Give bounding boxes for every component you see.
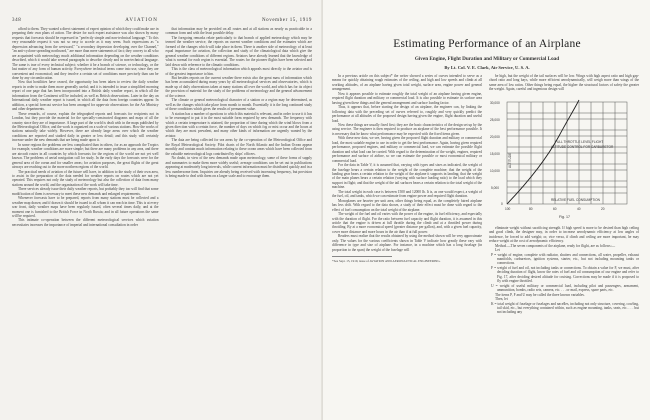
paragraph: The climate or general meteorological character of a station or a region may be determined, as well as the changes which take place from month to month. Essentially it is the long continued study of these conditions which gives the results of permanent value.	[165, 98, 312, 112]
footnote: *See Sept. 15, 1919, issue of AVIATION AND AERONAUTICAL ENGINEERING.	[332, 259, 441, 264]
chart-svg	[489, 96, 639, 224]
left-column-2	[166, 27, 313, 227]
paragraph: The total weight in each case is between 1500 and 12000 lb. It is, as one would expect, a weight of the fuel, oil, and tanks, which we can estimate from engine power and required flight duration.	[332, 189, 482, 199]
left-columns	[12, 27, 312, 227]
svg-text:20,000: 20,000	[490, 134, 500, 139]
paragraph: Method.—The seven components of the airplane, ready for flight, are as follows:—	[495, 243, 616, 248]
paragraph: The foregoing remarks relate particularly to that branch of applied meteorology which may be termed the weather service, the reports on current weather conditions and the estimates which are formed of the changes which will take place in them. There is another side of meteorology of at least equal importance for aviation, the collection and study of the climatological data which give the general weather conditions of different regions. Aviators have already learned that the knowledge of what is normal for each region is essential. The routes for the pioneer flights have been selected and laid down with reference to the climatic conditions.	[165, 35, 312, 67]
paragraph: Readers must realize that the results obtained by using the method shown will be very approximate only. The values for the various coefficients shown in Table V indicate how greatly these vary with difference in type and size of airplane. For instance, in a machine which has a long fuselage (in proportion to the span) the weight of the fuselage will	[332, 234, 482, 252]
paragraph: The items P, F and U may be called the three known variables.	[495, 292, 585, 297]
svg-text:100: 100	[505, 206, 511, 211]
paragraph: eliminate weight without sacrificing strength. If high speed is more to be desired than high ceiling and good climb, the designer may, in order to increase aerodynamic efficiency at low angles of incidence, be forced to add weight; or, vice versa, if climb and ceiling are more important, he may reduce weight at the cost of aerodynamic efficiency.	[489, 225, 639, 244]
definition-u: U = weight of useful military or commercial load, including pilot and passengers, armament, ammunition, bombs, radio sets, camera, etc. . . . or mail, express, spare parts, etc.	[491, 283, 639, 293]
paragraph: With these new data, we see, having given the proposed flight duration and military or commercial load, the most suitable engine to use in order to get the best performance. Again, having given required performance, proposed engines, and military or commercial load, we can estimate the possible flight duration and what load can be carried. With regard to the determination of the weight, engines, required performance and surface of airline, so we can estimate the possible or most economical military or commercial load.	[332, 136, 482, 163]
svg-text:25,000: 25,000	[490, 117, 500, 122]
running-title: AVIATION	[125, 18, 159, 23]
figure-17-chart	[489, 96, 639, 226]
paragraph: Whenever forecasts have to be prepared, reports from many stations must be collected and a weather map drawn; and if drawn it should be issued to all whom it can reach in time. This is at every war front, daily weather maps have been regularly issued, often several times daily, and at the moment one is furnished to the British Force in North Russia; and in all future operations the same will be required.	[12, 196, 159, 219]
paragraph: that information may be provided on all routes and at all stations as nearly as practicable in a common form and with the least possible delay.	[165, 27, 312, 36]
svg-text:0: 0	[501, 201, 503, 206]
paragraph: The data are being collected for sea areas by the co-operation of the Meteorological Office and the Royal Meteorological Society. Pilot charts of the North Atlantic and the Indian Ocean appear monthly and contain much information relating to these ocean areas which have been collected from the valuable meteorological logs contributed by ships' officers.	[165, 138, 312, 156]
paragraph: The practical needs of aviation of the future will have, in addition to the study of their own area, to assist in the preparation of the data needed for weather reports on routes which are not yet operated. This requires not only the study of meteorology but also the collection of data from many stations around the world, and the organization of the work will take time.	[12, 169, 159, 187]
svg-text:20: 20	[601, 206, 605, 211]
paragraph: In a previous article on this subject* the writer showed a series of curves intended to serve as a means for quickly obtaining rough estimates of the ceiling, and high and low speeds and climb at all working altitudes, of an airplane having given total weight, surface area, engine power and general arrangement.	[332, 74, 482, 92]
paragraph: For the data in Table V, it is assumed that, varying with types and sizes as indicated, the weight of the fuselage bears a certain relation to the weight of the complete machine; that the weight of the landing gear bears a certain relation to the weight of the airplane it supports in landing; that the weight of the main planes bears a certain relation (varying with surface loading ratio) to the load which they support in flight; and that the weight of the tail surfaces bears a certain relation to the total weight of the machine.	[332, 163, 482, 190]
svg-text:ALTITUDE CONTROL FOR CARBURETO: ALTITUDE CONTROL FOR CARBURETOR	[551, 144, 614, 149]
svg-text:Fig. 17: Fig. 17	[559, 214, 570, 219]
paragraph: Now these things are usually fixed first; they are the basic characteristics of the design set up by the using service. The engineer is then required to produce an airplane of the best performance possible. It is necessary that he know what performance may be expected with the fixed items given.	[332, 122, 482, 136]
paragraph: Monoplanes are heavier per unit area, other things being equal, as the completely faired airplane has less drift. With regard to the data shown, a study of their effect must be done with regard to the effect of fuel consumption on the total weight of the airplane.	[332, 198, 482, 212]
paragraph: Now it appears possible to estimate roughly the total weight of an airplane having given engine, required flight duration and military or commercial load. It is also possible to estimate its surface area having given these things and the general arrangement and surface loading factor.	[332, 91, 482, 105]
svg-text:10,000: 10,000	[490, 168, 500, 173]
svg-text:5,000: 5,000	[491, 185, 499, 190]
svg-text:30,000: 30,000	[490, 100, 500, 105]
paragraph: There services already issue their daily weather reports, but probably they too will find that some modification of them is necessary to meet these new demands and enlarged requirements.	[12, 187, 159, 196]
right-column-1	[332, 74, 482, 315]
paragraph: This intimate co-operation between the different meteorological services which aviation necessitates increases the importance of imperial and international consultation in order	[12, 218, 159, 227]
definition-k: K = total weight of fuselage or fuselages and nacelles, including not only structure, covering, cowling, tail skid, etc., but everything contained within, such as engine mounting, tanks, seats, etc. . . . but not including any	[491, 301, 639, 315]
paragraph: No doubt, in view of the new demands made upon meteorology, some of these forms of supply and summaries to make them more widely useful; average conditions can be set out in publications appearing at moderately long intervals, while current information must be distributed quickly and in a less cumbersome form. Inquiries are already being received with increasing frequency, but provision is being made to deal with them on a larger scale and to encourage them.	[165, 156, 312, 178]
definition-p: P = weight of engine, complete with radiator, shutters and connections, all water, propeller, exhaust manifolds, carburetors, ignition systems, starter, etc., but not including mounting tanks or connections.	[491, 252, 639, 266]
article-byline: By Lt. Col. V. E. Clark, Air Service, U. S. A.	[444, 65, 530, 70]
paragraph: A station has a number of questions to which this material is relevant, and in order to use it it has to be rearranged to put it in the most suitable form required by new demands. The frequency with which a certain temperature is attained, the proportion of time during which the wind blows from a given direction with a certain force, the number of days on which fog or mist occur and the hours at which they are most prevalent, and many other kinds of information are urgently wanted by the aviator.	[165, 111, 312, 138]
issue-date: November 15, 1919	[261, 18, 312, 23]
article-title: Estimating Performance of an Airplane	[393, 38, 581, 50]
definition-f: F = weight of fuel and oil, not including tanks or connections. To obtain a value for F, we must, after deciding duration of flight, know the rates of fuel and oil consumption of our engine and refer to Fig. 17, after deciding desired altitude for cruising. Corrections may be made if it is proposed to fly with engine throttled.	[491, 265, 639, 284]
paragraph: In some regions the problems are less complicated than in others, for as an approach the Tropics for example, weather conditions are more simple; but there are many problems in any area, and there are aircraft routes in all countries by which forecasts for the regions of the world are not yet well known. The problems of aerial navigation call for study. In the early days the forecasts were for the general area of the ocean and for smaller areas; for aviation purposes, the great flights of the great airways are reaching out to the more northern regions of the world.	[12, 142, 159, 170]
paragraph: afford to them. They wanted a direct statement of expert opinion of which they could make use in preparing their own plans of action. The desire for such expert assistance was also shown by many requests that forecasts should be expressed in "perfectly simple and non-technical language." To this very reasonable request it was not so easy to accede as it may seem. Such expressions as "a depression advancing from the westward," "a secondary depression developing over the Channel," "an anti-cyclone spreading northward," are more than mere statements of fact; they convey to all who are acquainted with meteorology much additional information depending on the weather conditions described, which it would take several paragraphs to describe clearly and in non-technical language. The same is true of every technical subject; whether it be a branch of science, or technology, or the last matter of any form of human activity. Everywhere technical terms come into use, since they are convenient and economical; and they involve a certain set of conditions more precisely than can be done by any circumlocution.	[12, 27, 159, 80]
running-head-left	[12, 18, 312, 23]
svg-text:FULL THROTTLE LEVEL FLIGHT: FULL THROTTLE LEVEL FLIGHT	[555, 139, 604, 144]
paragraph: These remarks, of course, explain the telegraphed reports and forecasts for recipients not in London, but they provide the material for the specially-constructed diagrams and maps of all the country since they are of importance. A large part of the world is dealt with in the maps published by the Meteorological Office, and the work is organized on a scale of various stations. How the works of stations naturally take widely. However, there are already large areas over which the weather conditions are reported and studied daily in greater or less detail; and this study will certainly increase under the new demands that are being made upon it.	[12, 111, 159, 143]
page-number-left: 348	[12, 18, 22, 23]
paragraph: This is the class of meteorological information which appeals most directly to the aviator and is of the greatest importance to him.	[165, 67, 312, 76]
right-column-2	[489, 74, 639, 315]
left-page	[0, 0, 323, 420]
paragraph: Then, let	[495, 297, 508, 302]
svg-text:80: 80	[529, 206, 533, 211]
paragraph: Thus, it appears that, before starting the design of an airplane, the engineer can, by linking the following data with the preceding set of curves referred to, roughly and very quickly predict the performance at all altitudes of the proposed design having given the engine, flight duration and useful load.	[332, 105, 482, 123]
svg-text:60: 60	[553, 206, 557, 211]
right-page	[323, 0, 650, 420]
right-columns	[332, 74, 642, 315]
article-subtitle: Given Engine, Flight Duration and Military or Commercial Load	[414, 56, 560, 62]
paragraph: The weight of the fuel and oil varies with the power of the engine, its fuel efficiency, and especially with the duration of flight. For the ratio between fuel capacity and flight duration, it is assumed in this article that the engine is driven at full throttle during the climb and at a throttled power during throttling. By at a more economical speed (greater distance per gallon), and, with a given fuel capacity, cover more distance and more hours in the air than if at full power.	[332, 212, 482, 234]
svg-text:15,000: 15,000	[490, 151, 500, 156]
paragraph: be high, but the weight of the tail surfaces will be low. Wings with high aspect ratio and high gap-chord ratio and long bays, while more efficient aerodynamically, will weigh more than wings of the same area of low ratios. Other things being equal, the higher the structural factors of safety the greater the weight. Again, careful and ingenious design will	[489, 74, 639, 92]
paragraph: Let	[495, 248, 500, 253]
svg-text:40: 40	[577, 206, 581, 211]
paragraph: But besides reports on the current weather there exists also the great mass of information which has been accumulated during many years by all meteorological services and observatories, which is made up of daily observations taken at many stations all over the world, and which has for its object the provision of material for the study of the problems of meteorology and the general advancement of the science.	[165, 75, 312, 98]
svg-text:ALTITUDE: ALTITUDE	[508, 152, 512, 168]
svg-text:RELATIVE FUEL CONSUMPTION: RELATIVE FUEL CONSUMPTION	[551, 197, 600, 202]
paragraph: Now that hostilities have ceased, the opportunity has been taken to review the daily weather reports in order to make them more generally useful; and it is intended to issue a simplified morning report of one page that has been incorporated into a British daily weather report, in which all the information from the Continent will be included, as well as British observations. Later in the day an International daily weather report is issued, in which all the data from foreign countries appear. In addition, a special forecast service has been arranged for upper-air observations for the Air Ministry and other departments.	[12, 80, 159, 112]
left-column-1	[12, 27, 159, 227]
